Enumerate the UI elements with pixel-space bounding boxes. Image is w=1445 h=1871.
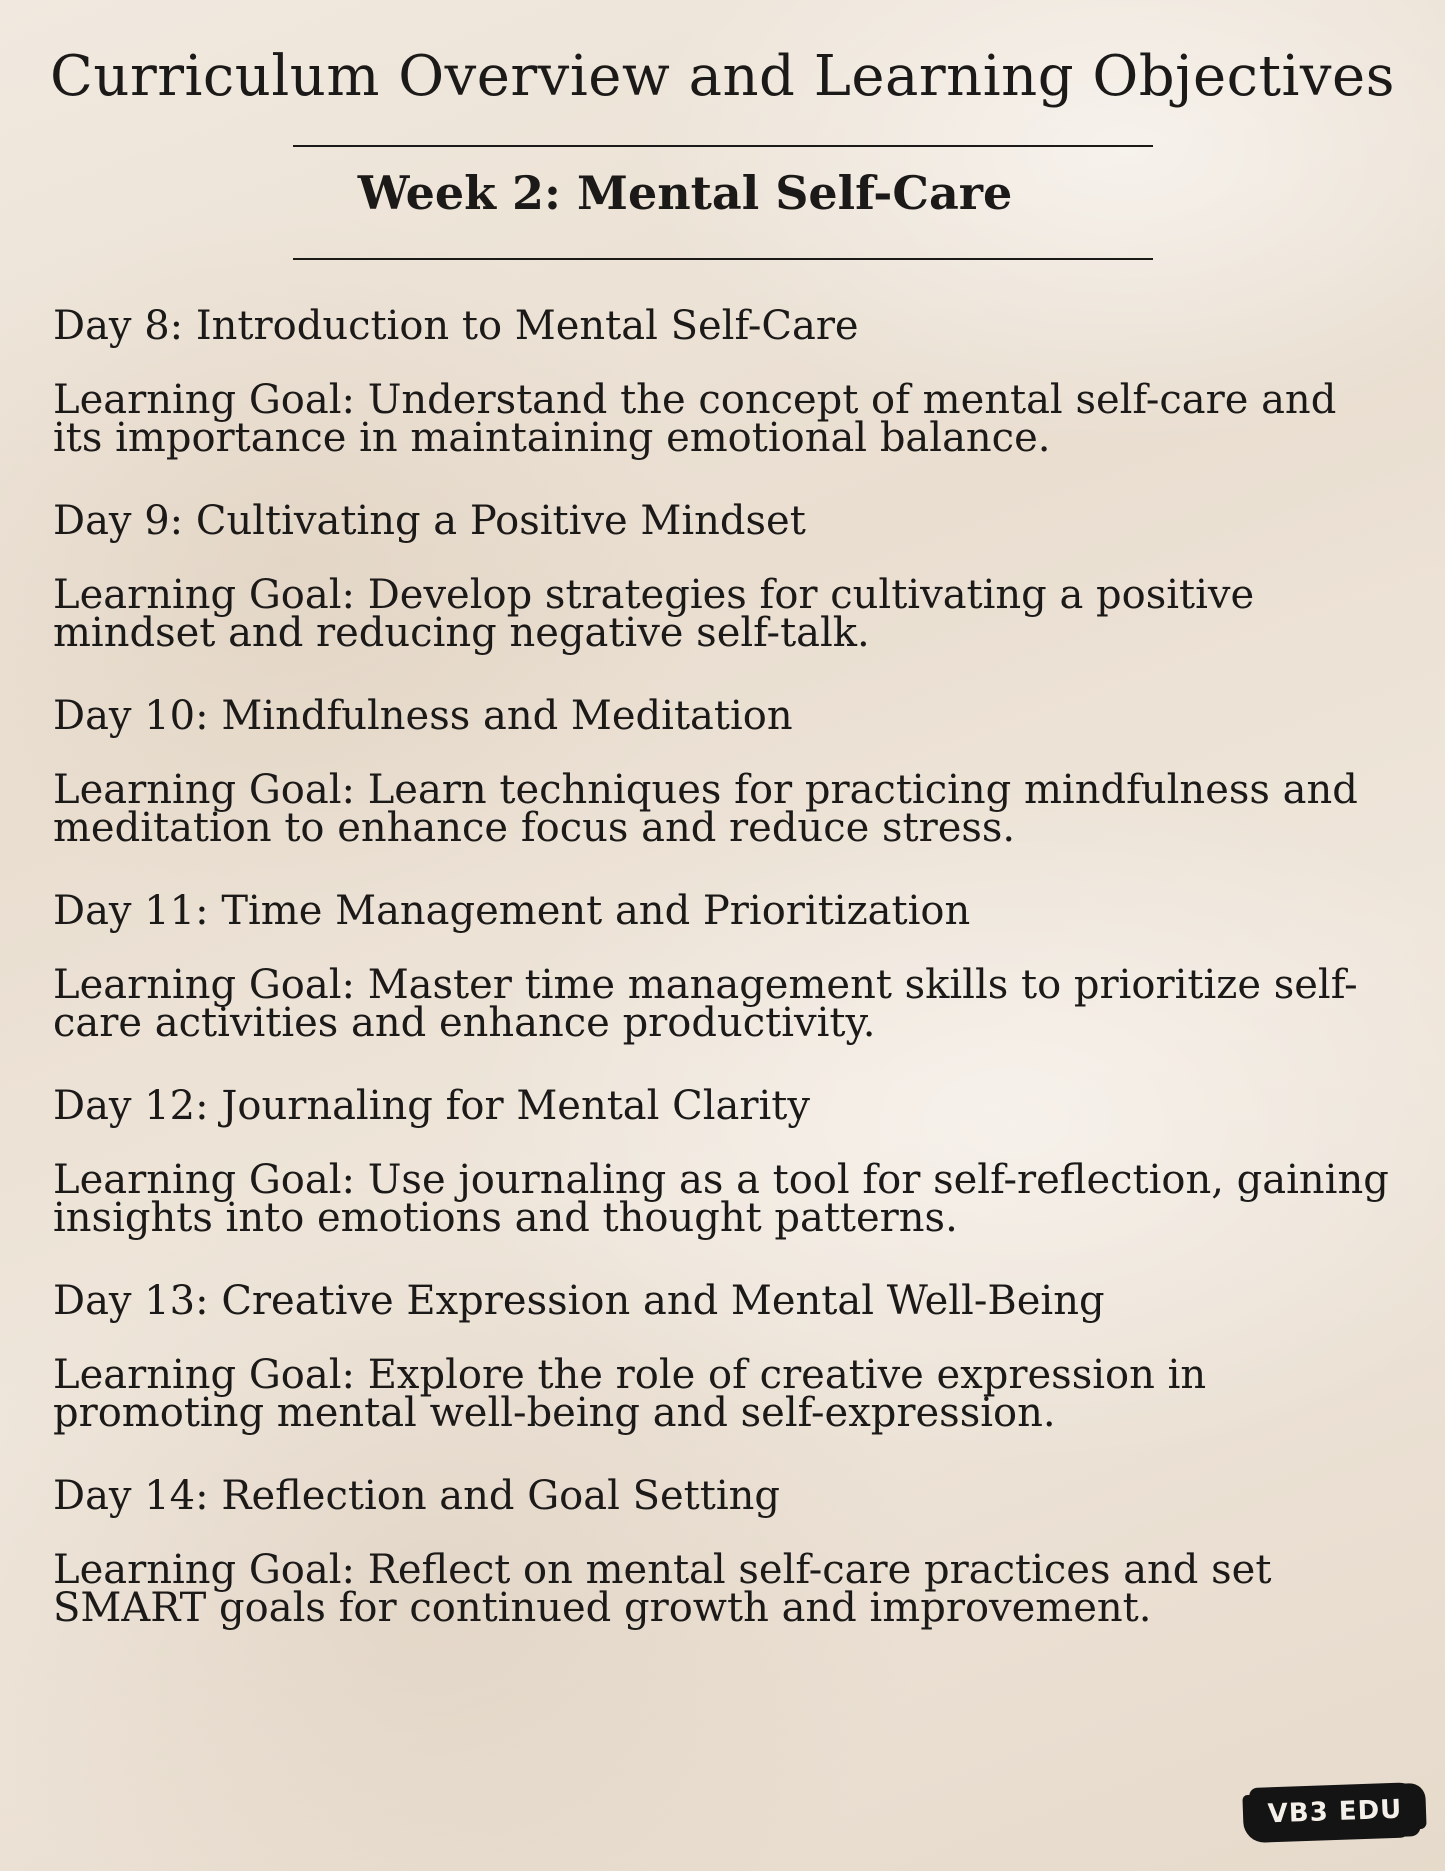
learning-goal: Learning Goal: Explore the role of creative expression in promoting mental well-being and self-expression. <box>53 1352 1207 1436</box>
logo-text: VB3 EDU <box>1267 1794 1403 1830</box>
day-item-13 <box>53 1276 1413 1471</box>
day-item-10 <box>53 691 1413 886</box>
day-item-14 <box>53 1471 1413 1666</box>
day-list <box>53 301 1413 1666</box>
learning-goal: Learning Goal: Understand the concept of mental self-care and its importance in maintaining emotional balance. <box>53 377 1337 461</box>
day-title: Day 11: Time Management and Prioritization <box>53 888 971 934</box>
divider-top <box>293 145 1153 147</box>
brand-logo <box>1249 1782 1421 1842</box>
learning-goal: Learning Goal: Develop strategies for cultivating a positive mindset and reducing negative self-talk. <box>53 572 1255 656</box>
learning-goal: Learning Goal: Master time management skills to prioritize self-care activities and enhance productivity. <box>53 962 1358 1046</box>
page-title: Curriculum Overview and Learning Objectives <box>50 44 1395 109</box>
learning-goal: Learning Goal: Use journaling as a tool for self-reflection, gaining insights into emotions and thought patterns. <box>53 1157 1389 1241</box>
day-title: Day 8: Introduction to Mental Self-Care <box>53 303 859 349</box>
day-title: Day 14: Reflection and Goal Setting <box>53 1473 780 1519</box>
learning-goal: Learning Goal: Reflect on mental self-care practices and set SMART goals for continued growth and improvement. <box>53 1547 1272 1631</box>
week-subtitle: Week 2: Mental Self-Care <box>357 166 1013 220</box>
day-title: Day 13: Creative Expression and Mental Well-Being <box>53 1278 1105 1324</box>
day-title: Day 10: Mindfulness and Meditation <box>53 693 793 739</box>
day-title: Day 9: Cultivating a Positive Mindset <box>53 498 806 544</box>
day-item-9 <box>53 496 1413 691</box>
learning-goal: Learning Goal: Learn techniques for practicing mindfulness and meditation to enhance focus and reduce stress. <box>53 767 1358 851</box>
day-title: Day 12: Journaling for Mental Clarity <box>53 1083 810 1129</box>
day-item-8 <box>53 301 1413 496</box>
day-item-12 <box>53 1081 1413 1276</box>
divider-bottom <box>293 258 1153 260</box>
day-item-11 <box>53 886 1413 1081</box>
